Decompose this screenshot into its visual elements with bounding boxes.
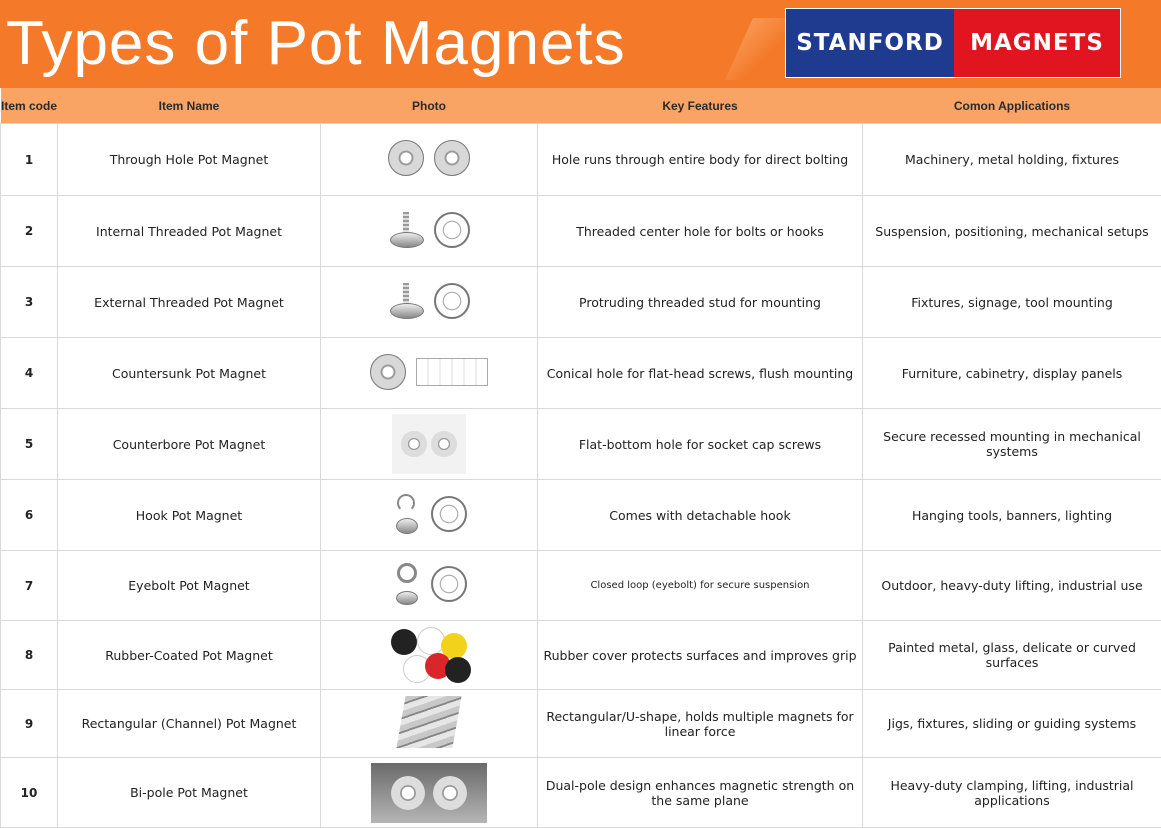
item-name: Counterbore Pot Magnet [58, 409, 321, 480]
item-photo [321, 196, 538, 267]
item-code: 1 [1, 124, 58, 196]
key-features: Rubber cover protects surfaces and improves grip [538, 621, 863, 690]
hook-magnet-image [391, 494, 467, 534]
column-header-key-features: Key Features [538, 88, 863, 124]
countersunk-magnet-image [370, 354, 488, 390]
item-name: Rubber-Coated Pot Magnet [58, 621, 321, 690]
applications: Jigs, fixtures, sliding or guiding systems [863, 690, 1161, 758]
key-features: Conical hole for flat-head screws, flush mounting [538, 338, 863, 409]
rubber-coated-magnet-image [389, 625, 469, 683]
item-code: 8 [1, 621, 58, 690]
applications: Furniture, cabinetry, display panels [863, 338, 1161, 409]
item-code: 4 [1, 338, 58, 409]
bi-pole-magnet-image [371, 763, 487, 823]
item-photo [321, 690, 538, 758]
item-name: Eyebolt Pot Magnet [58, 551, 321, 621]
key-features: Dual-pole design enhances magnetic strength on the same plane [538, 758, 863, 828]
table-row [1, 124, 1161, 196]
column-header-item-name: Item Name [58, 88, 321, 124]
item-code: 7 [1, 551, 58, 621]
applications: Outdoor, heavy-duty lifting, industrial use [863, 551, 1161, 621]
item-photo [321, 551, 538, 621]
table-row [1, 409, 1161, 480]
table-header-row [1, 88, 1161, 124]
logo-text-right: MAGNETS [954, 9, 1120, 77]
through-hole-magnet-image [388, 140, 470, 176]
table-row [1, 621, 1161, 690]
eyebolt-magnet-image [391, 563, 467, 605]
internal-threaded-magnet-image [388, 212, 470, 248]
table-row [1, 690, 1161, 758]
item-name: External Threaded Pot Magnet [58, 267, 321, 338]
item-photo [321, 409, 538, 480]
item-code: 6 [1, 480, 58, 551]
item-name: Bi-pole Pot Magnet [58, 758, 321, 828]
key-features: Flat-bottom hole for socket cap screws [538, 409, 863, 480]
item-photo [321, 338, 538, 409]
external-threaded-magnet-image [388, 283, 470, 319]
table-row [1, 480, 1161, 551]
item-code: 10 [1, 758, 58, 828]
pot-magnet-table [0, 88, 1161, 828]
key-features: Protruding threaded stud for mounting [538, 267, 863, 338]
counterbore-magnet-image [392, 414, 466, 474]
item-photo [321, 758, 538, 828]
item-photo [321, 621, 538, 690]
item-name: Hook Pot Magnet [58, 480, 321, 551]
title-banner [0, 0, 1161, 88]
applications: Fixtures, signage, tool mounting [863, 267, 1161, 338]
applications: Suspension, positioning, mechanical setups [863, 196, 1161, 267]
item-code: 3 [1, 267, 58, 338]
banner-decoration [725, 18, 795, 80]
logo-text-left: STANFORD [786, 9, 954, 77]
table-row [1, 196, 1161, 267]
applications: Secure recessed mounting in mechanical systems [863, 409, 1161, 480]
key-features: Comes with detachable hook [538, 480, 863, 551]
item-code: 5 [1, 409, 58, 480]
item-name: Internal Threaded Pot Magnet [58, 196, 321, 267]
item-code: 9 [1, 690, 58, 758]
column-header-item-code: Item code [1, 88, 58, 124]
key-features: Closed loop (eyebolt) for secure suspension [538, 551, 863, 621]
table-row [1, 267, 1161, 338]
item-name: Countersunk Pot Magnet [58, 338, 321, 409]
table-row [1, 338, 1161, 409]
column-header-photo: Photo [321, 88, 538, 124]
page-title: Types of Pot Magnets [6, 2, 626, 86]
item-name: Rectangular (Channel) Pot Magnet [58, 690, 321, 758]
applications: Hanging tools, banners, lighting [863, 480, 1161, 551]
item-name: Through Hole Pot Magnet [58, 124, 321, 196]
table-row [1, 551, 1161, 621]
key-features: Hole runs through entire body for direct bolting [538, 124, 863, 196]
applications: Painted metal, glass, delicate or curved surfaces [863, 621, 1161, 690]
item-photo [321, 124, 538, 196]
item-photo [321, 267, 538, 338]
table-row [1, 758, 1161, 828]
key-features: Threaded center hole for bolts or hooks [538, 196, 863, 267]
item-code: 2 [1, 196, 58, 267]
stanford-magnets-logo [786, 9, 1120, 77]
channel-magnet-image [401, 696, 457, 748]
column-header-applications: Comon Applications [863, 88, 1161, 124]
applications: Machinery, metal holding, fixtures [863, 124, 1161, 196]
item-photo [321, 480, 538, 551]
key-features: Rectangular/U-shape, holds multiple magnets for linear force [538, 690, 863, 758]
applications: Heavy-duty clamping, lifting, industrial applications [863, 758, 1161, 828]
